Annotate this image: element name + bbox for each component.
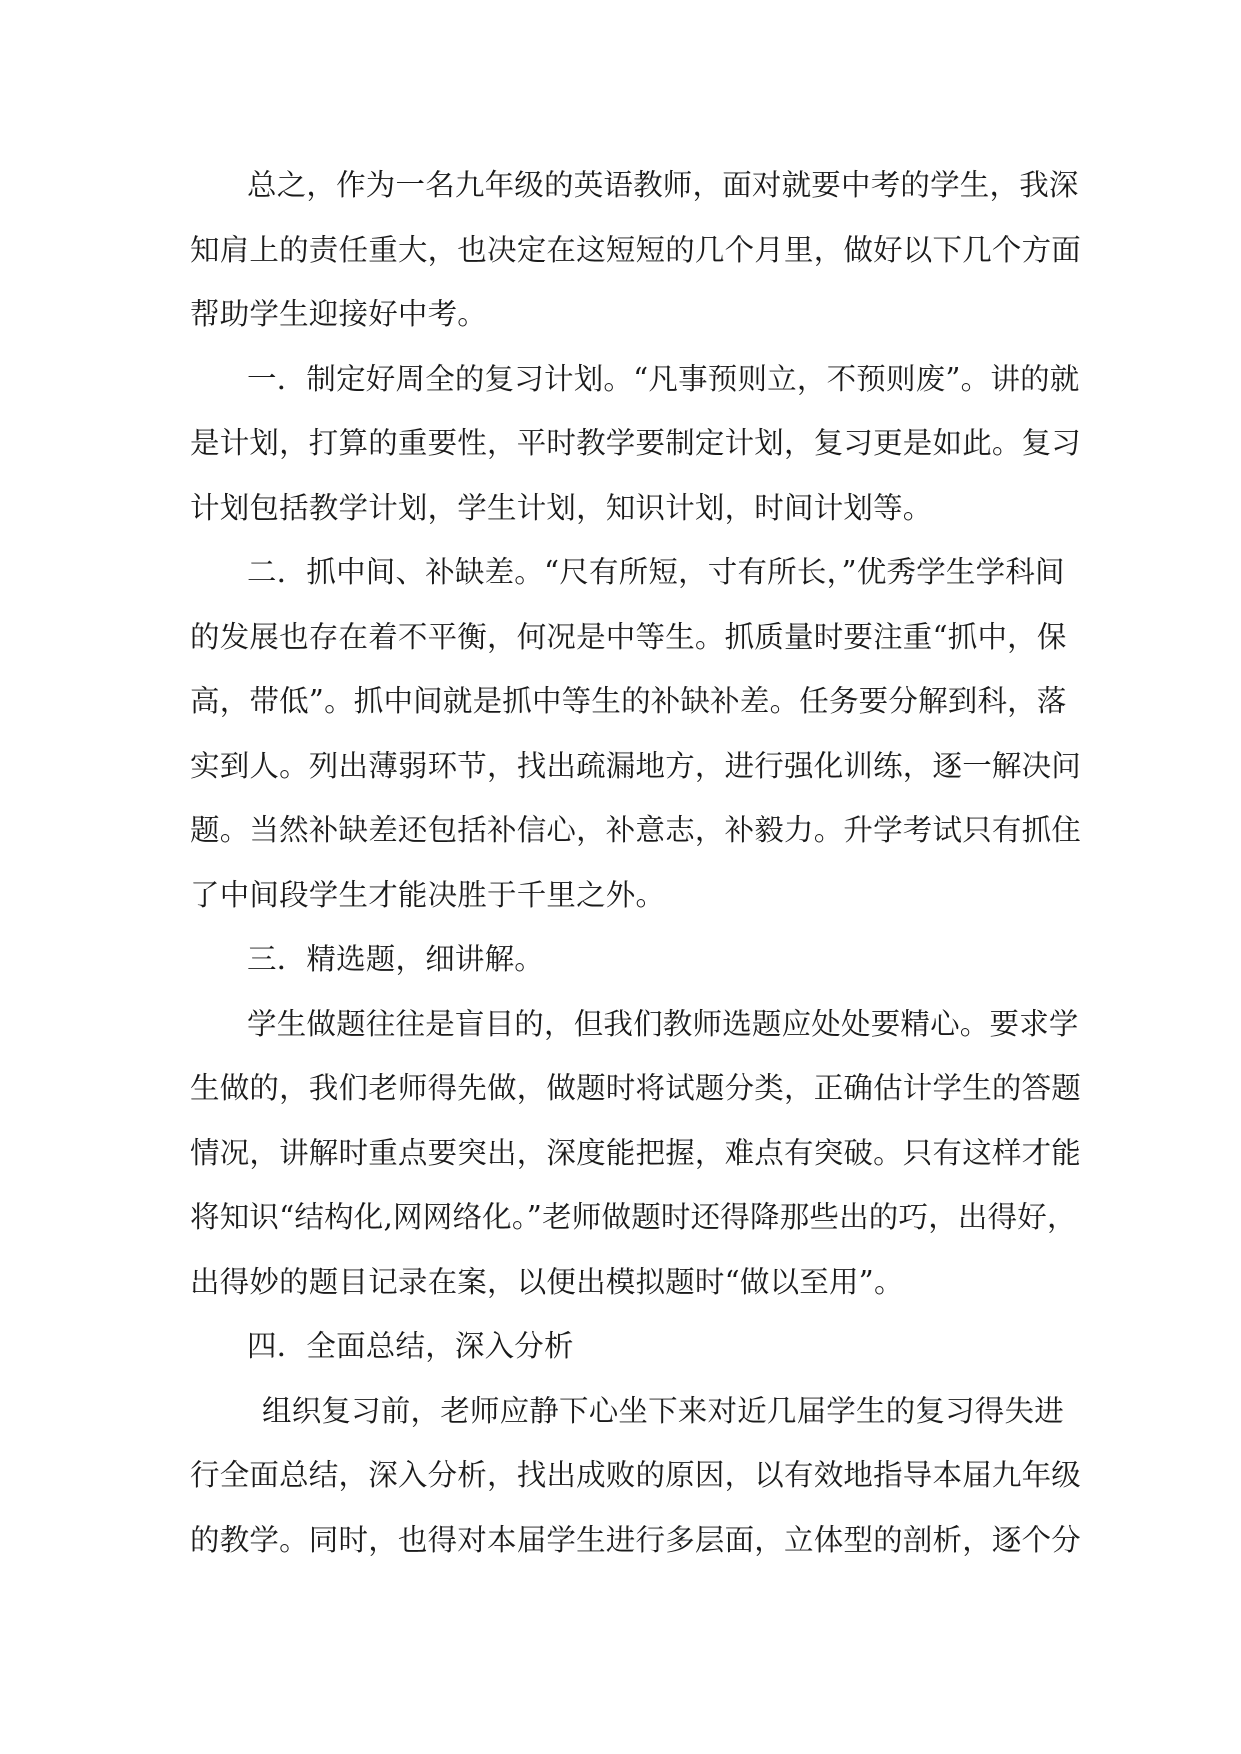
text-line: 将知识“结构化,网网络化。”老师做题时还得降那些出的巧，出得好， [190, 1200, 1077, 1234]
document-body [190, 165, 1082, 1584]
text-line: 组织复习前，老师应静下心坐下来对近几届学生的复习得失进 [262, 1393, 1064, 1428]
section-heading: 三．精选题，细讲解。 [247, 942, 545, 976]
text-line: 计划包括教学计划，学生计划，知识计划，时间计划等。 [190, 490, 933, 525]
text-line: 知肩上的责任重大，也决定在这短短的几个月里，做好以下几个方面 [190, 232, 1082, 267]
text-line: 的发展也存在着不平衡，何况是中等生。抓质量时要注重“抓中，保 [190, 619, 1067, 654]
text-line: 出得妙的题目记录在案，以便出模拟题时“做以至用”。 [190, 1264, 904, 1299]
section-heading-line: 二．抓中间、补缺差。“尺有所短，寸有所长，”优秀学生学科间 [247, 555, 1065, 589]
section-heading-line: 一．制定好周全的复习计划。“凡事预则立，不预则废”。讲的就 [247, 361, 1080, 396]
section-heading: 四．全面总结，深入分析 [247, 1329, 574, 1363]
text-line: 总之，作为一名九年级的英语教师，面对就要中考的学生，我深 [247, 168, 1079, 202]
text-line: 生做的，我们老师得先做，做题时将试题分类，正确估计学生的答题 [190, 1071, 1082, 1105]
text-line: 了中间段学生才能决胜于千里之外。 [190, 877, 666, 912]
text-line: 情况，讲解时重点要突出，深度能把握，难点有突破。只有这样才能 [190, 1135, 1082, 1170]
text-line: 行全面总结，深入分析，找出成败的原因，以有效地指导本届九年级 [190, 1458, 1082, 1492]
text-line: 题。当然补缺差还包括补信心，补意志，补毅力。升学考试只有抓住 [190, 813, 1082, 847]
text-line: 的教学。同时，也得对本届学生进行多层面，立体型的剖析，逐个分 [190, 1522, 1082, 1557]
text-line: 实到人。列出薄弱环节，找出疏漏地方，进行强化训练，逐一解决问 [190, 748, 1082, 783]
text-line: 是计划，打算的重要性，平时教学要制定计划，复习更是如此。复习 [190, 426, 1082, 460]
text-line: 帮助学生迎接好中考。 [190, 297, 488, 331]
text-line: 高，带低”。抓中间就是抓中等生的补缺补差。任务要分解到科，落 [190, 684, 1067, 718]
text-line: 学生做题往往是盲目的，但我们教师选题应处处要精心。要求学 [247, 1006, 1079, 1041]
